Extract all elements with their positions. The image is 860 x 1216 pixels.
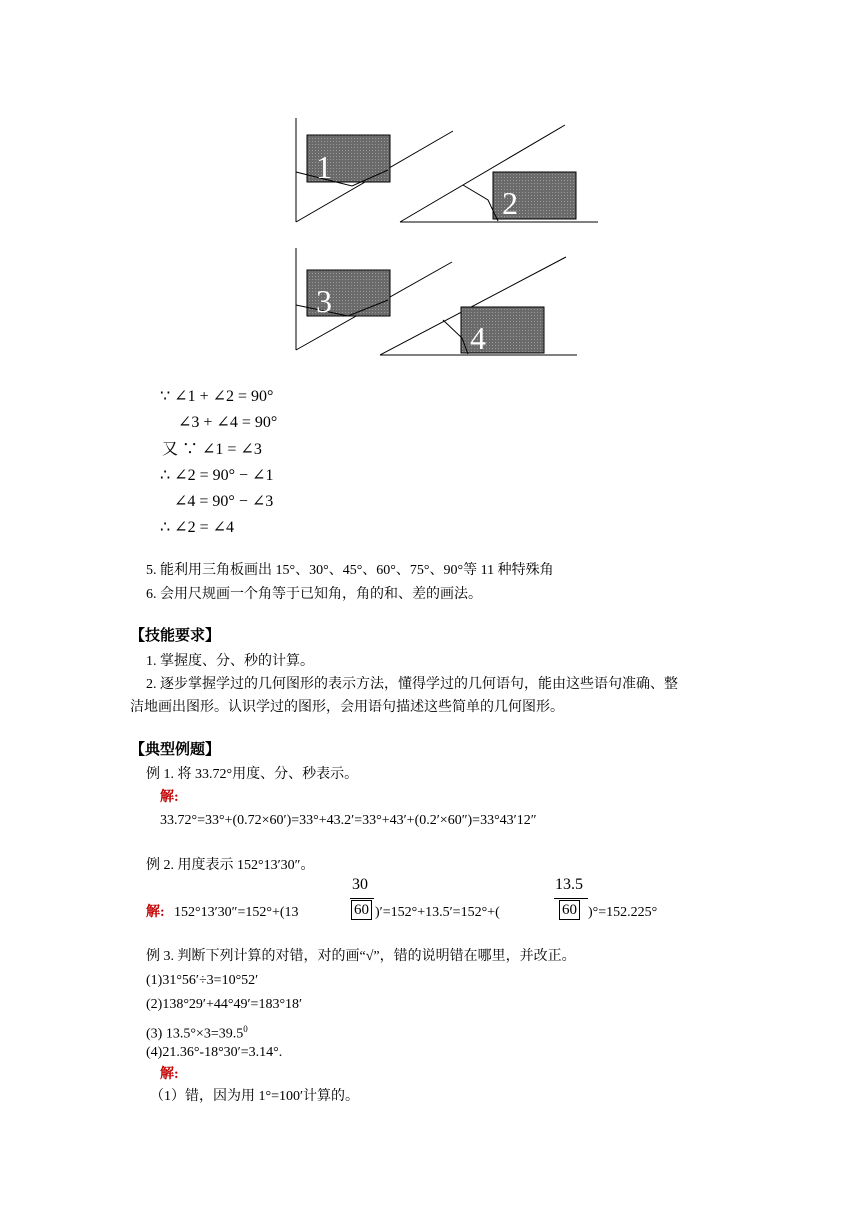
- fraction-1-bar: [350, 898, 374, 899]
- skill-2-line-2: 洁地画出图形。认识学过的图形，会用语句描述这些简单的几何图形。: [130, 700, 564, 715]
- example-1-calculation: 33.72°=33°+(0.72×60′)=33°+43.2′=33°+43′+(0.2′×60″)=33°43′12″: [160, 813, 537, 828]
- example-2: 例 2. 用度表示 152°13′30″。: [146, 858, 315, 873]
- skills-heading: 【技能要求】: [130, 628, 221, 644]
- item-5: 5. 能利用三角板画出 15°、30°、45°、60°、75°、90°等 11 种特殊角: [146, 563, 554, 578]
- proof-line-1: ∵ ∠1 + ∠2 = 90°: [160, 388, 274, 405]
- example-2-calc-part-3: )°=152.225°: [588, 905, 658, 920]
- proof-line-2: ∠3 + ∠4 = 90°: [178, 414, 278, 431]
- example-3-question-4: (4)21.36°-18°30′=3.14°.: [146, 1045, 283, 1060]
- example-3-solution-label: 解:: [160, 1067, 179, 1082]
- skill-1: 1. 掌握度、分、秒的计算。: [146, 654, 314, 669]
- example-2-calc-part-1: 152°13′30″=152°+(13: [174, 905, 299, 920]
- example-3: 例 3. 判断下列计算的对错，对的画“√”，错的说明错在哪里，并改正。: [146, 949, 576, 964]
- example-2-solution-label: 解:: [146, 905, 165, 920]
- fraction-1-numerator: 30: [352, 876, 368, 893]
- angle-label-4: 4: [470, 320, 486, 356]
- proof-line-3: 又 ∵ ∠1 = ∠3: [162, 441, 262, 458]
- protractor-triangle-figure: [0, 0, 860, 370]
- fraction-2-numerator: 13.5: [555, 876, 583, 893]
- angle-label-3: 3: [316, 283, 332, 319]
- fraction-1-denominator: 60: [351, 900, 372, 920]
- item-6: 6. 会用尺规画一个角等于已知角，角的和、差的画法。: [146, 587, 482, 602]
- proof-line-6: ∴ ∠2 = ∠4: [160, 519, 235, 536]
- skill-2-line-1: 2. 逐步掌握学过的几何图形的表示方法，懂得学过的几何语句，能由这些语句准确、整: [146, 677, 678, 692]
- angle-label-1: 1: [316, 149, 332, 185]
- diagram-top: [296, 118, 598, 222]
- proof-line-5: ∠4 = 90° − ∠3: [174, 493, 274, 510]
- angle-label-2: 2: [502, 185, 518, 221]
- fraction-2-bar: [554, 898, 588, 899]
- example-3-question-2: (2)138°29′+44°49′=183°18′: [146, 997, 303, 1012]
- example-1-solution-label: 解:: [160, 790, 179, 805]
- example-3-question-3: (3) $13.5^\circ\times 3=39.5^0$: [146, 1024, 248, 1042]
- example-3-question-1: (1)31°56′÷3=10°52′: [146, 973, 259, 988]
- examples-heading: 【典型例题】: [130, 742, 221, 758]
- diagram-bottom: [296, 248, 577, 356]
- proof-line-4: ∴ ∠2 = 90° − ∠1: [160, 467, 274, 484]
- superscript-zero: 0: [243, 1024, 248, 1034]
- example-2-calc-part-2: )′=152°+13.5′=152°+(: [375, 905, 500, 920]
- example-3-answer-1: （1）错，因为用 1°=100′计算的。: [150, 1089, 360, 1104]
- example-1: 例 1. 将 33.72°用度、分、秒表示。: [146, 767, 359, 782]
- fraction-2-denominator: 60: [559, 900, 580, 920]
